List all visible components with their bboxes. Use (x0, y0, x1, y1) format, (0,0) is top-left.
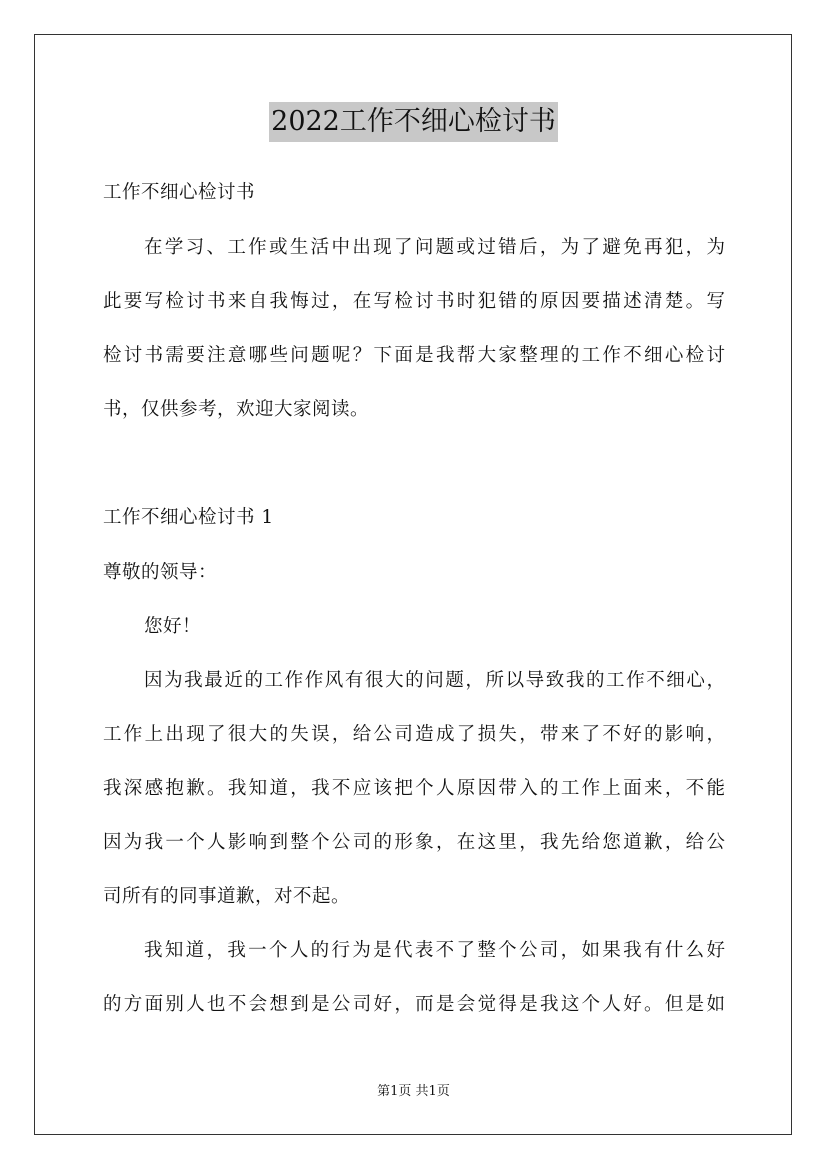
paragraph-line: 书，仅供参考，欢迎大家阅读。 (103, 399, 370, 420)
paragraph-line: 的方面别人也不会想到是公司好，而是会觉得是我这个人好。但是如 (103, 994, 725, 1015)
paragraph-line: 我深感抱歉。我知道，我不应该把个人原因带入的工作上面来，不能 (103, 778, 725, 799)
intro-heading: 工作不细心检讨书 (103, 182, 256, 203)
paragraph-line: 我知道，我一个人的行为是代表不了整个公司，如果我有什么好 (144, 940, 725, 961)
paragraph-line: 检讨书需要注意哪些问题呢？下面是我帮大家整理的工作不细心检讨 (103, 345, 725, 366)
paragraph-line: 因为我一个人影响到整个公司的形象，在这里，我先给您道歉，给公 (103, 832, 725, 853)
paragraph-line: 因为我最近的工作作风有很大的问题，所以导致我的工作不细心， (144, 670, 725, 691)
paragraph-line: 在学习、工作或生活中出现了问题或过错后，为了避免再犯，为 (144, 237, 725, 258)
page-number-footer: 第1页 共1页 (377, 1084, 450, 1099)
greeting: 您好！ (144, 616, 202, 637)
salutation: 尊敬的领导： (103, 562, 218, 583)
paragraph-line: 此要写检讨书来自我悔过，在写检讨书时犯错的原因要描述清楚。写 (103, 291, 725, 312)
document-title: 2022工作不细心检讨书 (269, 102, 558, 142)
title-container (0, 102, 827, 142)
paragraph-line: 司所有的同事道歉，对不起。 (103, 886, 351, 907)
section-heading: 工作不细心检讨书 1 (103, 507, 274, 528)
paragraph-line: 工作上出现了很大的失误，给公司造成了损失，带来了不好的影响， (103, 724, 725, 745)
